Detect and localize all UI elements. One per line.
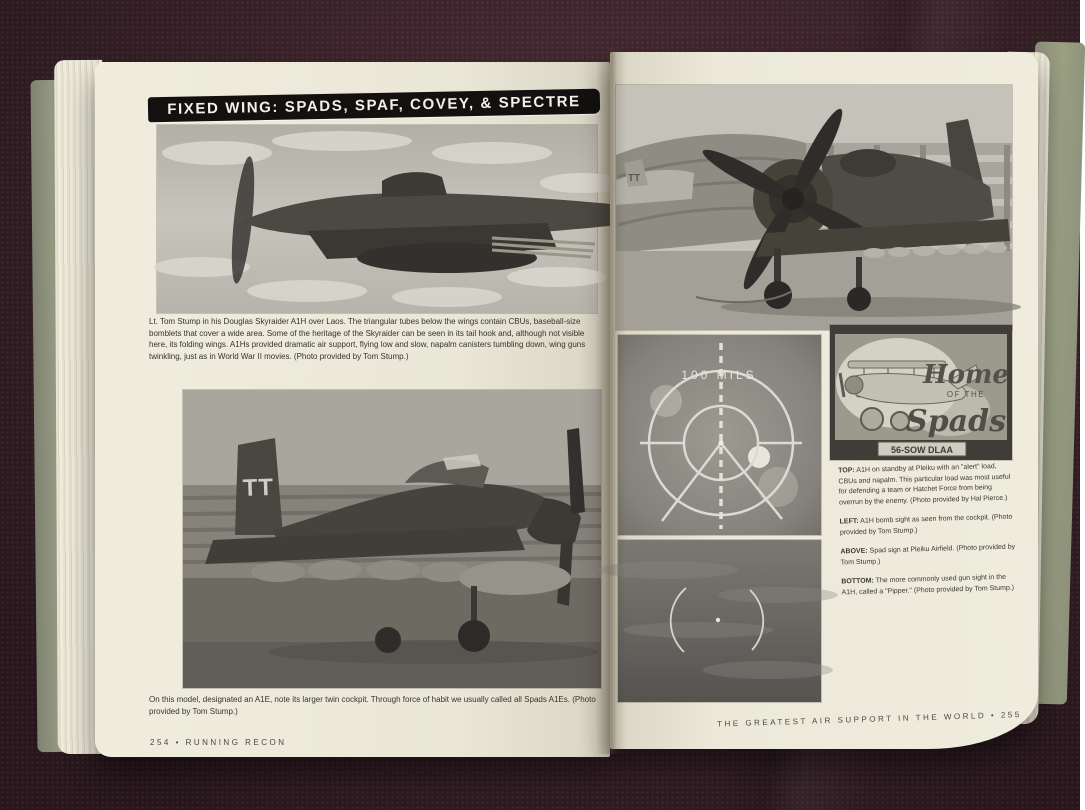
engine	[845, 376, 863, 394]
aircraft-shadow	[268, 640, 598, 664]
caption-bottom	[841, 573, 1018, 599]
sign-word-of-the: OF THE	[946, 390, 986, 399]
caption-left-text: A1H bomb sight as seen from the cockpit. (Photo provided by Tom Stump.)	[839, 513, 1013, 536]
aim-dot	[719, 441, 724, 446]
canopy	[840, 149, 896, 177]
page-left	[95, 62, 610, 757]
caption-above	[840, 543, 1017, 569]
pipper-sight-illustration	[618, 540, 821, 702]
spads-sign-illustration	[830, 325, 1012, 460]
caption-above-label: ABOVE:	[840, 547, 868, 556]
page-right	[610, 52, 1038, 749]
tarmac	[616, 251, 1012, 330]
section-header-label: FIXED WING: SPADS, SPAF, COVEY, & SPECTRE	[167, 93, 581, 118]
tail-code-marking: TT	[242, 473, 275, 502]
caption-left	[839, 513, 1016, 539]
section-header	[148, 89, 600, 123]
bomb-sight-illustration	[618, 335, 821, 535]
caption-top-label: TOP:	[838, 467, 855, 475]
right-page-caption-block	[838, 462, 1018, 608]
photo-pipper-sight	[618, 540, 821, 702]
caption-top	[838, 462, 1015, 509]
caption-top-text: A1H on standby at Pleiku with an "alert" load, CBUs and napalm. This particular load was most useful for defending a team or Hatchet Force from being overrun by the enemy. (Photo provided by Hal Pierce.)	[838, 463, 1011, 506]
photo-spads-sign	[830, 325, 1012, 460]
skyraider-ground-illustration	[183, 390, 601, 688]
photo-skyraider-parked	[616, 85, 1012, 330]
sign-word-home: Home	[923, 360, 1009, 390]
pipper-dot	[716, 618, 720, 622]
caption-flight-photo: Lt. Tom Stump in his Douglas Skyraider A1H over Laos. The triangular tubes below the wings contain CBUs, baseball-size bomblets that cover a wide area. Some of the heritage of the Skyraider can be seen in its tail hook and, although not visible here, its folding wings. A1Hs provided dramatic air support, flying low and slow, napalm canisters tumbling down, wing guns twinkling, just as in World War II movies. (Photo provided by Tom Stump.)	[149, 317, 586, 361]
page-number-right: THE GREATEST AIR SUPPORT IN THE WORLD • 255	[717, 710, 1023, 729]
caption-left-label: LEFT:	[839, 517, 859, 526]
background-tail-code: TT	[628, 173, 641, 184]
wheel	[861, 408, 883, 430]
caption-ground-photo: On this model, designated an A1E, note its larger twin cockpit. Through force of habit we usually called all Spads A1Es. (Photo provided by Tom Stump.)	[149, 695, 596, 716]
caption-bottom-label: BOTTOM:	[841, 577, 874, 586]
caption-bottom-text: The more commonly used gun sight in the A1H, called a "Pipper." (Photo provided by Tom Stump.)	[841, 573, 1015, 596]
drop-tank	[357, 243, 537, 273]
skyraider-flight-illustration	[157, 125, 597, 313]
main-wheel	[764, 281, 792, 309]
photo-skyraider-on-ground	[183, 390, 601, 688]
sign-plaque-text: 56-SOW DLAA	[890, 445, 954, 455]
skyraider-parked-illustration	[616, 85, 1012, 330]
main-wheel	[458, 620, 490, 652]
photo-bomb-sight	[618, 335, 821, 535]
photo-skyraider-in-flight	[157, 125, 597, 313]
propeller-hub	[782, 188, 804, 210]
sign-word-spads: Spads	[906, 404, 1006, 439]
page-number-left: 254 • RUNNING RECON	[150, 738, 287, 747]
sight-label: 100 MILS	[681, 368, 757, 382]
caption-above-text: Spad sign at Pleiku Airfield. (Photo provided by Tom Stump.)	[840, 543, 1016, 566]
